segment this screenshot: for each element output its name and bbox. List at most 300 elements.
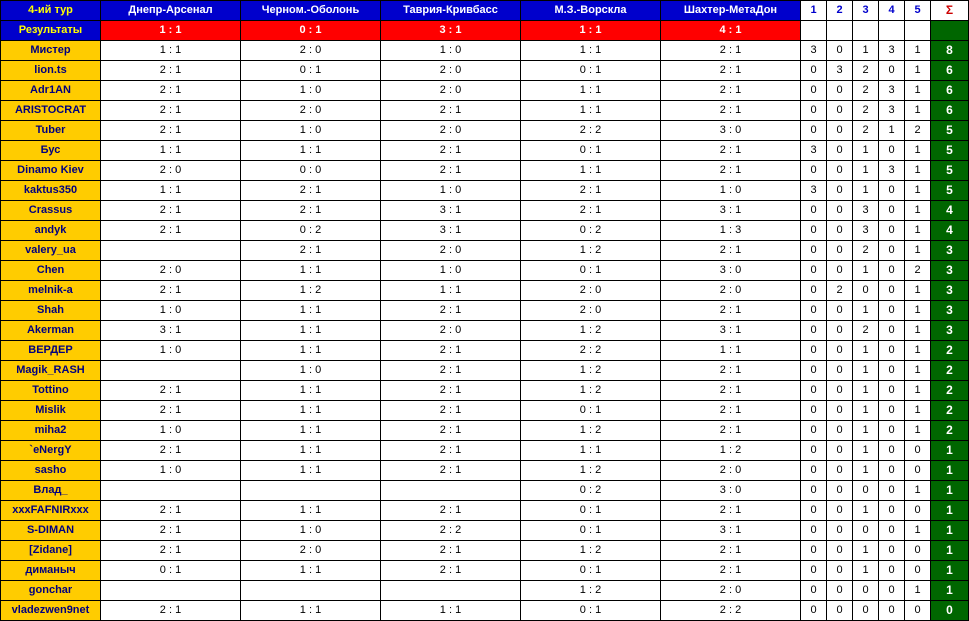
prediction-cell: 2 : 1 [381, 161, 521, 181]
points-cell: 1 [905, 381, 931, 401]
points-cell: 1 [853, 301, 879, 321]
total-points-cell: 1 [931, 581, 969, 601]
prediction-cell: 1 : 1 [241, 601, 381, 621]
match-header-2: Черном.-Оболонь [241, 1, 381, 21]
prediction-cell: 2 : 0 [661, 461, 801, 481]
results-sum-spacer [931, 21, 969, 41]
points-cell: 0 [879, 201, 905, 221]
prediction-cell: 2 : 0 [521, 281, 661, 301]
results-spacer-5 [905, 21, 931, 41]
points-cell: 0 [827, 361, 853, 381]
prediction-cell: 2 : 1 [381, 561, 521, 581]
table-row [1, 521, 969, 541]
player-name[interactable]: Tuber [1, 121, 101, 141]
prediction-cell: 2 : 1 [381, 141, 521, 161]
player-name[interactable]: xxxFAFNIRxxx [1, 501, 101, 521]
points-col-header-4: 4 [879, 1, 905, 21]
player-name[interactable]: Shah [1, 301, 101, 321]
prediction-cell [101, 361, 241, 381]
prediction-cell: 0 : 1 [521, 61, 661, 81]
points-cell: 1 [853, 181, 879, 201]
total-points-cell: 3 [931, 321, 969, 341]
player-name[interactable]: vladezwen9net [1, 601, 101, 621]
points-cell: 1 [905, 321, 931, 341]
player-name[interactable]: Мистер [1, 41, 101, 61]
points-cell: 1 [905, 421, 931, 441]
points-cell: 0 [801, 521, 827, 541]
points-cell: 1 [853, 401, 879, 421]
prediction-cell: 2 : 2 [661, 601, 801, 621]
points-cell: 3 [879, 161, 905, 181]
player-name[interactable]: Tottino [1, 381, 101, 401]
match-header-4: М.З.-Ворскла [521, 1, 661, 21]
prediction-cell: 2 : 1 [101, 281, 241, 301]
points-col-header-2: 2 [827, 1, 853, 21]
prediction-cell: 2 : 1 [241, 181, 381, 201]
points-cell: 0 [879, 501, 905, 521]
prediction-cell: 1 : 1 [241, 141, 381, 161]
prediction-cell: 1 : 0 [241, 121, 381, 141]
prediction-cell: 0 : 0 [241, 161, 381, 181]
table-row [1, 341, 969, 361]
prediction-cell: 2 : 1 [381, 441, 521, 461]
prediction-cell: 0 : 1 [241, 61, 381, 81]
points-cell: 2 [853, 81, 879, 101]
player-name[interactable]: ARISTOCRAT [1, 101, 101, 121]
points-cell: 1 [905, 61, 931, 81]
prediction-cell: 2 : 1 [661, 301, 801, 321]
prediction-cell [241, 481, 381, 501]
points-cell: 0 [827, 501, 853, 521]
prediction-cell: 2 : 1 [661, 161, 801, 181]
points-cell: 0 [827, 221, 853, 241]
total-points-cell: 4 [931, 221, 969, 241]
points-cell: 1 [905, 581, 931, 601]
total-points-cell: 5 [931, 121, 969, 141]
points-cell: 1 [853, 561, 879, 581]
prediction-cell: 2 : 1 [661, 101, 801, 121]
points-cell: 1 [853, 261, 879, 281]
player-name[interactable]: Mislik [1, 401, 101, 421]
points-cell: 0 [853, 581, 879, 601]
points-cell: 0 [827, 401, 853, 421]
points-cell: 1 [905, 341, 931, 361]
points-cell: 0 [879, 321, 905, 341]
points-cell: 3 [879, 101, 905, 121]
tour-title: 4-ий тур [1, 1, 101, 21]
prediction-cell: 3 : 0 [661, 481, 801, 501]
points-col-header-3: 3 [853, 1, 879, 21]
table-row [1, 321, 969, 341]
points-cell: 0 [827, 421, 853, 441]
prediction-cell: 3 : 0 [661, 261, 801, 281]
points-cell: 2 [827, 281, 853, 301]
prediction-cell: 2 : 1 [101, 381, 241, 401]
total-points-cell: 1 [931, 561, 969, 581]
total-points-cell: 3 [931, 261, 969, 281]
prediction-cell: 2 : 0 [521, 301, 661, 321]
points-cell: 0 [827, 141, 853, 161]
points-cell: 0 [879, 421, 905, 441]
points-cell: 0 [801, 481, 827, 501]
points-cell: 0 [801, 121, 827, 141]
prediction-cell: 2 : 1 [521, 181, 661, 201]
points-cell: 1 [905, 181, 931, 201]
prediction-cell: 2 : 0 [241, 41, 381, 61]
points-cell: 1 [905, 201, 931, 221]
prediction-cell: 1 : 1 [521, 81, 661, 101]
player-name[interactable]: Chen [1, 261, 101, 281]
table-row [1, 181, 969, 201]
player-name[interactable]: gonchar [1, 581, 101, 601]
points-cell: 0 [801, 401, 827, 421]
prediction-cell: 2 : 1 [381, 421, 521, 441]
prediction-cell: 2 : 1 [101, 121, 241, 141]
player-name[interactable]: Crassus [1, 201, 101, 221]
points-cell: 0 [879, 401, 905, 421]
prediction-cell: 1 : 1 [101, 41, 241, 61]
result-score-1: 1 : 1 [101, 21, 241, 41]
table-header [1, 1, 969, 41]
prediction-cell: 3 : 1 [661, 201, 801, 221]
points-cell: 0 [905, 561, 931, 581]
prediction-cell: 2 : 1 [381, 361, 521, 381]
points-cell: 1 [853, 361, 879, 381]
points-cell: 1 [905, 101, 931, 121]
points-cell: 0 [801, 221, 827, 241]
prediction-cell: 0 : 1 [521, 501, 661, 521]
prediction-cell: 1 : 2 [521, 381, 661, 401]
result-score-4: 1 : 1 [521, 21, 661, 41]
prediction-cell: 2 : 0 [381, 81, 521, 101]
prediction-cell [381, 581, 521, 601]
points-cell: 0 [879, 181, 905, 201]
points-cell: 1 [853, 461, 879, 481]
prediction-cell: 2 : 0 [381, 321, 521, 341]
player-name[interactable]: Adr1AN [1, 81, 101, 101]
prediction-cell: 2 : 1 [101, 541, 241, 561]
points-cell: 0 [801, 201, 827, 221]
points-cell: 0 [853, 481, 879, 501]
player-name[interactable]: диманыч [1, 561, 101, 581]
prediction-cell: 2 : 1 [381, 381, 521, 401]
total-points-cell: 6 [931, 101, 969, 121]
points-cell: 3 [801, 181, 827, 201]
points-cell: 3 [879, 41, 905, 61]
prediction-cell: 1 : 1 [661, 341, 801, 361]
prediction-cell [381, 481, 521, 501]
player-name[interactable]: sasho [1, 461, 101, 481]
player-name[interactable]: lion.ts [1, 61, 101, 81]
points-cell: 0 [801, 601, 827, 621]
points-cell: 0 [801, 261, 827, 281]
points-cell: 3 [801, 141, 827, 161]
player-name[interactable]: andyk [1, 221, 101, 241]
prediction-cell: 1 : 0 [381, 181, 521, 201]
points-cell: 0 [827, 581, 853, 601]
prediction-cell: 2 : 0 [101, 161, 241, 181]
prediction-cell: 1 : 1 [521, 41, 661, 61]
prediction-cell: 1 : 1 [241, 421, 381, 441]
prediction-cell: 2 : 1 [101, 81, 241, 101]
prediction-cell: 1 : 1 [241, 501, 381, 521]
prediction-cell: 0 : 1 [521, 261, 661, 281]
total-points-cell: 1 [931, 481, 969, 501]
table-row [1, 561, 969, 581]
player-name[interactable]: Dinamo Kiev [1, 161, 101, 181]
points-cell: 0 [801, 321, 827, 341]
points-cell: 0 [801, 461, 827, 481]
points-cell: 0 [827, 121, 853, 141]
results-spacer-2 [827, 21, 853, 41]
total-points-cell: 8 [931, 41, 969, 61]
points-cell: 2 [853, 321, 879, 341]
points-cell: 3 [853, 221, 879, 241]
points-col-header-5: 5 [905, 1, 931, 21]
prediction-cell: 2 : 1 [661, 81, 801, 101]
points-cell: 0 [801, 501, 827, 521]
sum-col-header: Σ [931, 1, 969, 21]
total-points-cell: 4 [931, 201, 969, 221]
points-cell: 0 [801, 81, 827, 101]
points-cell: 0 [879, 301, 905, 321]
total-points-cell: 1 [931, 501, 969, 521]
total-points-cell: 2 [931, 361, 969, 381]
prediction-cell: 1 : 2 [521, 321, 661, 341]
total-points-cell: 2 [931, 421, 969, 441]
prediction-cell: 2 : 1 [661, 361, 801, 381]
prediction-cell: 2 : 2 [521, 121, 661, 141]
total-points-cell: 5 [931, 141, 969, 161]
points-cell: 0 [905, 461, 931, 481]
points-cell: 0 [827, 81, 853, 101]
points-cell: 1 [905, 141, 931, 161]
prediction-cell: 1 : 1 [241, 441, 381, 461]
results-label: Результаты [1, 21, 101, 41]
points-cell: 0 [879, 381, 905, 401]
player-name[interactable]: kaktus350 [1, 181, 101, 201]
table-row [1, 241, 969, 261]
prediction-cell: 1 : 0 [381, 41, 521, 61]
prediction-cell: 2 : 0 [241, 101, 381, 121]
total-points-cell: 1 [931, 521, 969, 541]
prediction-cell: 2 : 1 [101, 101, 241, 121]
total-points-cell: 0 [931, 601, 969, 621]
prediction-cell: 2 : 2 [381, 521, 521, 541]
points-cell: 1 [905, 361, 931, 381]
player-name[interactable]: Влад_ [1, 481, 101, 501]
prediction-cell: 2 : 1 [661, 401, 801, 421]
player-name[interactable]: melnik-a [1, 281, 101, 301]
points-cell: 1 [853, 341, 879, 361]
prediction-cell: 3 : 1 [381, 201, 521, 221]
points-cell: 2 [905, 121, 931, 141]
prediction-cell: 1 : 1 [241, 341, 381, 361]
prediction-cell: 1 : 0 [241, 81, 381, 101]
points-cell: 2 [853, 121, 879, 141]
prediction-cell: 0 : 2 [521, 221, 661, 241]
prediction-cell: 2 : 0 [101, 261, 241, 281]
prediction-cell: 0 : 1 [521, 401, 661, 421]
header-row-titles [1, 1, 969, 21]
points-cell: 0 [801, 421, 827, 441]
player-name[interactable]: Akerman [1, 321, 101, 341]
player-name[interactable]: [Zidane] [1, 541, 101, 561]
points-cell: 0 [879, 141, 905, 161]
prediction-cell: 2 : 1 [241, 241, 381, 261]
prediction-cell: 0 : 1 [521, 601, 661, 621]
player-name[interactable]: `eNergY [1, 441, 101, 461]
prediction-cell: 1 : 2 [521, 581, 661, 601]
points-cell: 0 [827, 381, 853, 401]
prediction-cell: 1 : 1 [241, 321, 381, 341]
prediction-cell: 3 : 1 [661, 321, 801, 341]
points-cell: 1 [905, 401, 931, 421]
prediction-cell: 1 : 2 [661, 441, 801, 461]
results-spacer-4 [879, 21, 905, 41]
points-cell: 0 [801, 361, 827, 381]
points-cell: 0 [827, 341, 853, 361]
table-row [1, 61, 969, 81]
table-row [1, 501, 969, 521]
points-cell: 0 [827, 481, 853, 501]
points-cell: 0 [827, 461, 853, 481]
prediction-cell: 1 : 1 [241, 461, 381, 481]
table-row [1, 541, 969, 561]
points-cell: 2 [905, 261, 931, 281]
prediction-cell: 2 : 1 [101, 521, 241, 541]
prediction-cell: 2 : 1 [661, 421, 801, 441]
points-cell: 3 [827, 61, 853, 81]
prediction-cell: 2 : 1 [241, 201, 381, 221]
points-cell: 1 [853, 421, 879, 441]
table-row [1, 421, 969, 441]
prediction-cell: 1 : 1 [241, 561, 381, 581]
prediction-cell: 2 : 1 [661, 561, 801, 581]
prediction-cell: 1 : 1 [241, 301, 381, 321]
table-row [1, 381, 969, 401]
player-name[interactable]: Magik_RASH [1, 361, 101, 381]
prediction-cell: 3 : 0 [661, 121, 801, 141]
points-cell: 1 [853, 161, 879, 181]
prediction-cell: 3 : 1 [381, 221, 521, 241]
prediction-cell: 2 : 1 [381, 341, 521, 361]
player-name[interactable]: miha2 [1, 421, 101, 441]
points-cell: 1 [879, 121, 905, 141]
prediction-cell: 2 : 1 [101, 601, 241, 621]
player-name[interactable]: valery_ua [1, 241, 101, 261]
points-cell: 0 [827, 301, 853, 321]
points-cell: 1 [853, 501, 879, 521]
points-cell: 0 [827, 601, 853, 621]
points-cell: 0 [801, 101, 827, 121]
results-spacer-1 [801, 21, 827, 41]
prediction-cell: 2 : 0 [381, 121, 521, 141]
prediction-cell: 1 : 0 [381, 261, 521, 281]
points-cell: 0 [827, 161, 853, 181]
prediction-cell: 1 : 1 [381, 601, 521, 621]
table-row [1, 261, 969, 281]
prediction-cell: 2 : 1 [661, 381, 801, 401]
prediction-cell: 1 : 0 [101, 341, 241, 361]
prediction-cell: 2 : 1 [661, 61, 801, 81]
table-row [1, 221, 969, 241]
player-name[interactable]: S-DIMAN [1, 521, 101, 541]
prediction-cell: 1 : 1 [101, 141, 241, 161]
prediction-cell: 1 : 1 [101, 181, 241, 201]
prediction-cell: 0 : 1 [101, 561, 241, 581]
points-cell: 1 [853, 441, 879, 461]
points-cell: 0 [801, 381, 827, 401]
points-cell: 2 [853, 61, 879, 81]
table-row [1, 41, 969, 61]
points-cell: 1 [905, 161, 931, 181]
points-cell: 1 [905, 301, 931, 321]
points-cell: 0 [827, 101, 853, 121]
points-cell: 0 [879, 481, 905, 501]
table-row [1, 141, 969, 161]
prediction-cell: 1 : 2 [521, 361, 661, 381]
points-cell: 0 [879, 441, 905, 461]
prediction-cell: 2 : 0 [661, 581, 801, 601]
points-cell: 0 [801, 441, 827, 461]
prediction-cell: 1 : 2 [241, 281, 381, 301]
prediction-cell: 2 : 0 [661, 281, 801, 301]
prediction-cell: 1 : 1 [241, 381, 381, 401]
total-points-cell: 3 [931, 241, 969, 261]
player-name[interactable]: Бус [1, 141, 101, 161]
player-name[interactable]: ВЕРДЕР [1, 341, 101, 361]
points-cell: 0 [801, 241, 827, 261]
points-cell: 0 [879, 281, 905, 301]
points-cell: 0 [879, 341, 905, 361]
total-points-cell: 1 [931, 541, 969, 561]
prediction-cell [101, 241, 241, 261]
points-cell: 0 [879, 581, 905, 601]
prediction-cell: 1 : 0 [101, 461, 241, 481]
total-points-cell: 2 [931, 381, 969, 401]
prediction-cell: 3 : 1 [661, 521, 801, 541]
points-cell: 0 [879, 361, 905, 381]
points-cell: 0 [879, 61, 905, 81]
result-score-5: 4 : 1 [661, 21, 801, 41]
points-cell: 0 [905, 441, 931, 461]
total-points-cell: 6 [931, 61, 969, 81]
prediction-cell: 3 : 1 [101, 321, 241, 341]
points-cell: 0 [827, 321, 853, 341]
points-cell: 3 [853, 201, 879, 221]
points-cell: 0 [801, 581, 827, 601]
table-row [1, 441, 969, 461]
prediction-cell: 2 : 0 [241, 541, 381, 561]
result-score-2: 0 : 1 [241, 21, 381, 41]
prediction-cell: 1 : 2 [521, 421, 661, 441]
points-cell: 0 [827, 241, 853, 261]
points-cell: 0 [879, 221, 905, 241]
prediction-cell: 1 : 0 [241, 521, 381, 541]
prediction-cell: 1 : 0 [101, 301, 241, 321]
prediction-cell: 2 : 1 [101, 441, 241, 461]
points-cell: 0 [879, 601, 905, 621]
points-col-header-1: 1 [801, 1, 827, 21]
points-cell: 1 [853, 41, 879, 61]
points-cell: 0 [853, 601, 879, 621]
points-cell: 0 [853, 521, 879, 541]
table-row [1, 121, 969, 141]
points-cell: 0 [827, 261, 853, 281]
prediction-cell: 1 : 1 [521, 101, 661, 121]
points-cell: 0 [879, 261, 905, 281]
